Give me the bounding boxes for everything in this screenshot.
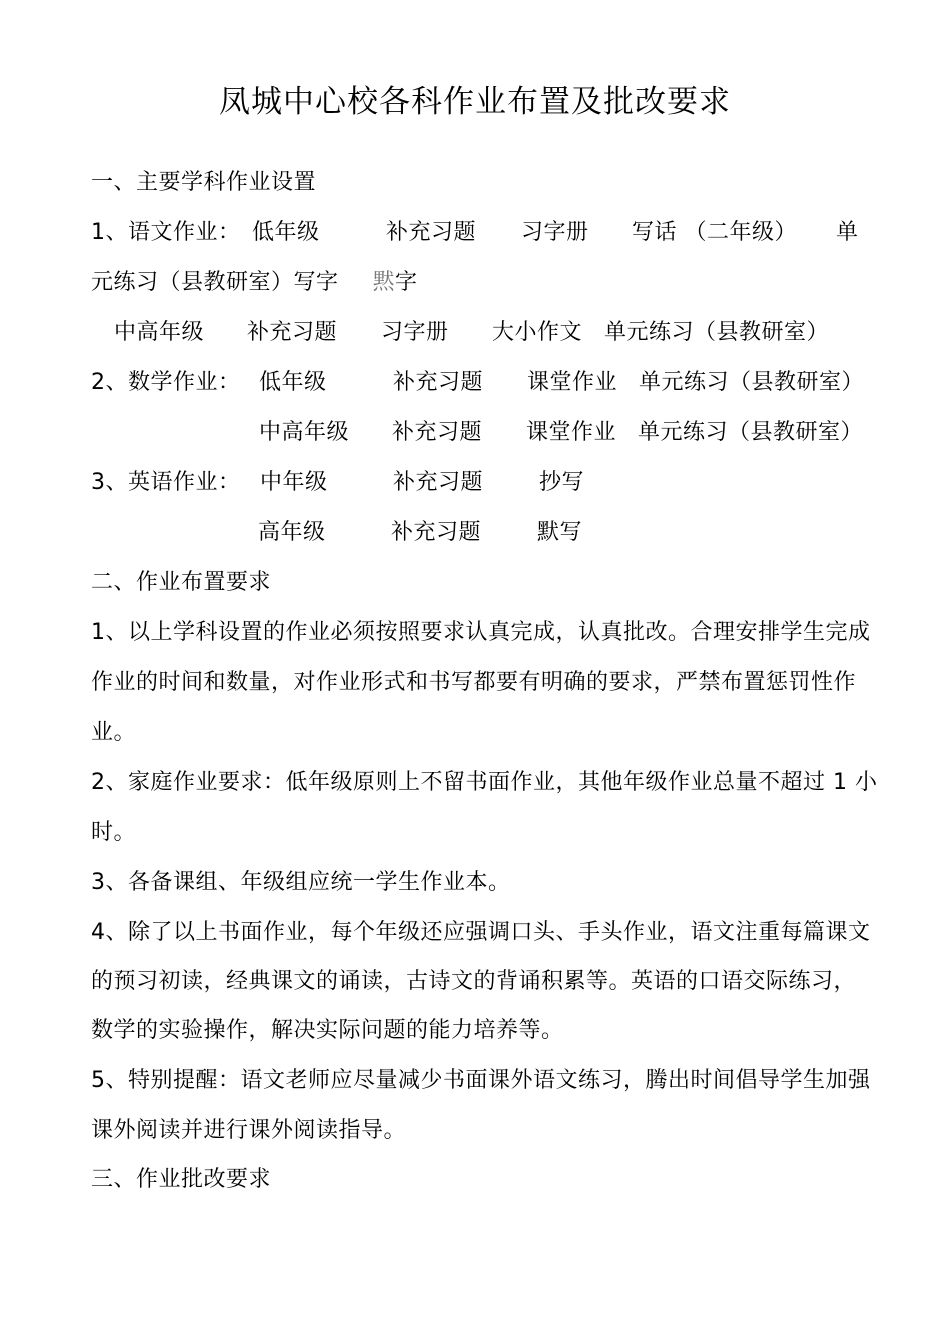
chinese-low-item: 习字册 [521,220,589,245]
chinese-low-grade: 低年级 [252,220,320,245]
paragraph-line: 4、除了以上书面作业，每个年级还应强调口头、手头作业，语文注重每篇课文 [91,920,871,945]
chinese-mid-item: 大小作文 [492,320,583,345]
english-label: 3、英语作业： [91,470,241,495]
paragraph-line: 1、以上学科设置的作业必须按照要求认真完成，认真批改。合理安排学生完成 [91,620,871,645]
chinese-low-cont-end: 字 [395,270,418,295]
chinese-mid-item: 单元练习（县教研室） [604,320,830,345]
paragraph-line: 的预习初读，经典课文的诵读，古诗文的背诵积累等。英语的口语交际练习， [91,969,857,994]
english-high-grade: 高年级 [258,520,326,545]
paragraph-line: 5、特别提醒：语文老师应尽量减少书面课外语文练习，腾出时间倡导学生加强 [91,1068,871,1093]
math-low-item: 补充习题 [393,370,484,395]
paragraph-line: 3、各备课组、年级组应统一学生作业本。 [91,870,511,895]
paragraph-line: 数学的实验操作，解决实际问题的能力培养等。 [91,1018,564,1043]
english-mid-grade: 中年级 [260,470,328,495]
section3-heading: 三、作业批改要求 [91,1167,272,1192]
math-mid-item: 单元练习（县教研室） [638,420,864,445]
section2-heading: 二、作业布置要求 [91,570,272,595]
chinese-low-item: 补充习题 [386,220,477,245]
english-mid-item: 补充习题 [393,470,484,495]
math-low-grade: 低年级 [259,370,327,395]
paragraph-line: 作业的时间和数量，对作业形式和书写都要有明确的要求，严禁布置惩罚性作 [91,670,857,695]
chinese-low-continuation [91,268,418,298]
math-mid-grade: 中高年级 [259,420,350,445]
chinese-label: 1、语文作业： [91,220,241,245]
chinese-mid-grade: 中高年级 [114,320,205,345]
chinese-mid-item: 补充习题 [247,320,338,345]
math-low-item: 单元练习（县教研室） [639,370,865,395]
english-mid-item: 抄写 [539,470,585,495]
chinese-mid-item: 习字册 [381,320,449,345]
paragraph-line: 课外阅读并进行课外阅读指导。 [91,1118,407,1143]
english-high-item: 补充习题 [391,520,482,545]
paragraph-line: 2、家庭作业要求：低年级原则上不留书面作业，其他年级作业总量不超过 1 小 [91,770,878,795]
section1-heading: 一、主要学科作业设置 [91,170,317,195]
paragraph-line: 业。 [91,720,137,745]
math-mid-item: 补充习题 [392,420,483,445]
paragraph-line: 时。 [91,820,137,845]
document-title: 凤城中心校各科作业布置及批改要求 [219,84,731,120]
chinese-low-cont-text: 元练习（县教研室）写字 [91,270,339,295]
math-low-item: 课堂作业 [527,370,618,395]
math-label: 2、数学作业： [91,370,241,395]
math-mid-item: 课堂作业 [526,420,617,445]
chinese-low-item: 单 [836,220,859,245]
chinese-low-item: 写话 （二年级） [632,220,797,245]
english-high-item: 默写 [537,520,583,545]
chinese-low-cont-gray: 黙 [372,270,396,295]
